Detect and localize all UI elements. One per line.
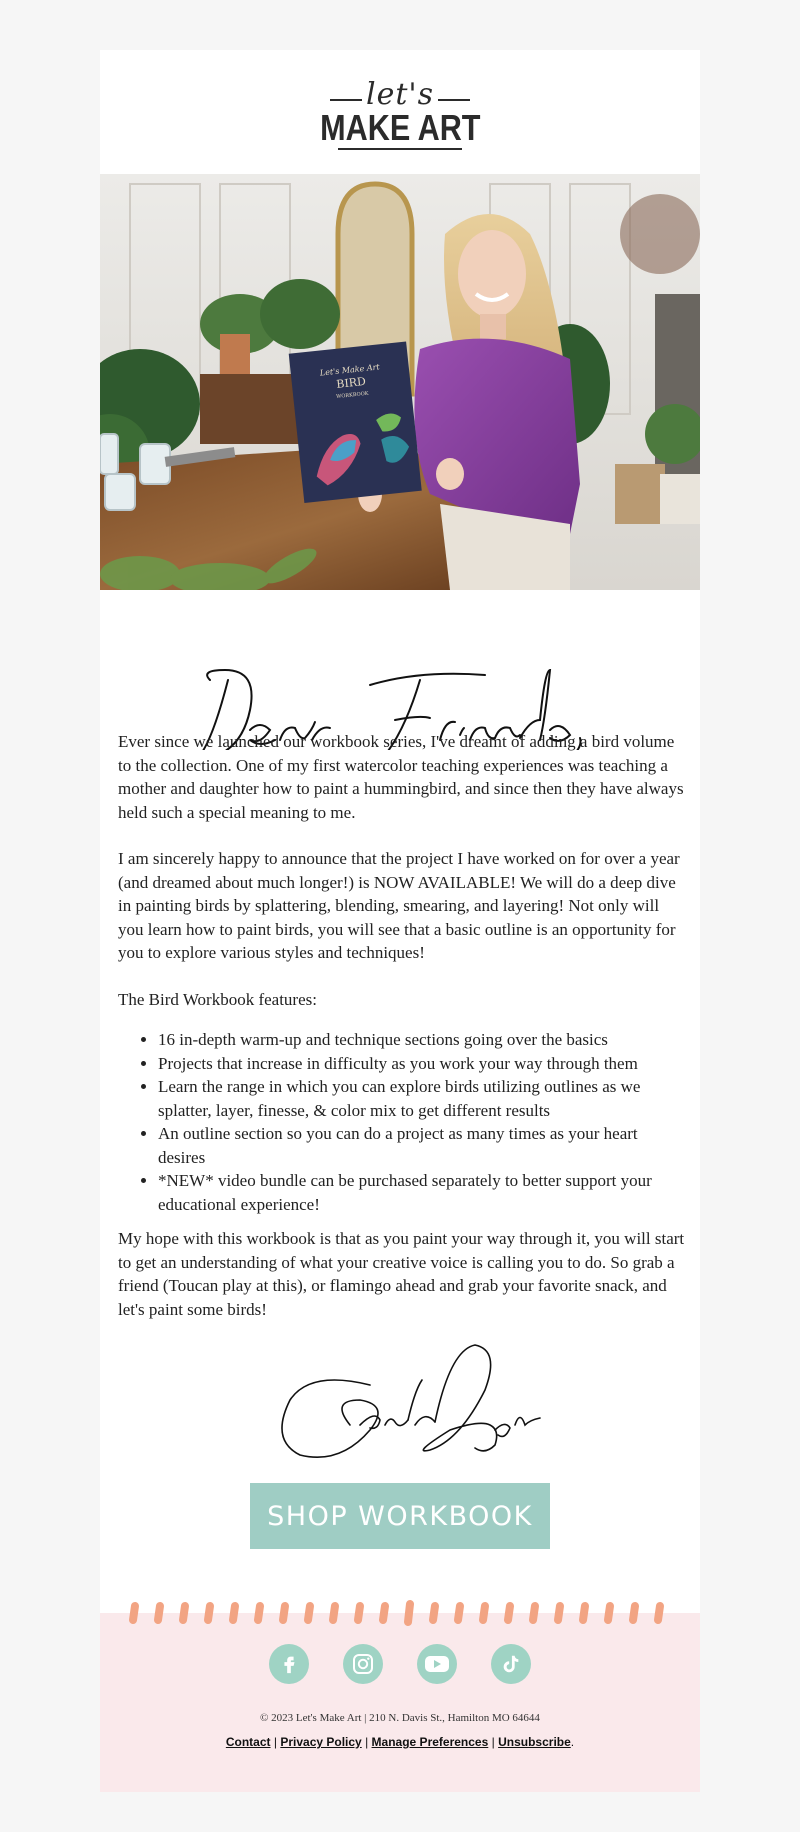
- footer-links: [100, 1735, 700, 1749]
- logo-underline: [338, 148, 462, 150]
- lets-make-art-logo[interactable]: [100, 77, 700, 170]
- svg-text:Let's Make Art: Let's Make Art: [319, 362, 381, 378]
- footer-copyright: © 2023 Let's Make Art | 210 N. Davis St., Hamilton MO 64644: [260, 1712, 540, 1724]
- logo-make-art: MAKE ART: [319, 107, 481, 148]
- letter-body: [118, 730, 686, 1344]
- logo-rule-right: [438, 99, 470, 101]
- paragraph-closing: My hope with this workbook is that as you paint your way through it, you will start to get an understanding of what your creative voice is calling you to do. So grab a friend (Toucan play at this), or flamingo ahead and grab your favorite snack, and let's paint some birds!: [118, 1229, 685, 1319]
- decorative-dashes: [100, 1598, 700, 1628]
- shop-workbook-button[interactable]: SHOP WORKBOOK: [250, 1483, 550, 1549]
- hero-photo[interactable]: [100, 174, 700, 590]
- youtube-icon[interactable]: [417, 1644, 457, 1684]
- tiktok-icon[interactable]: [491, 1644, 531, 1684]
- dear-friends-heading: [100, 610, 700, 750]
- instagram-icon[interactable]: [343, 1644, 383, 1684]
- signature: [250, 1330, 550, 1470]
- features-heading: The Bird Workbook features:: [118, 989, 317, 1009]
- bird-workbook: [289, 341, 422, 503]
- link-separator: |: [491, 1735, 495, 1749]
- svg-text:BIRD: BIRD: [335, 374, 367, 391]
- email-card: [100, 50, 700, 1792]
- feature-item: • Learn the range in which you can explore birds utilizing outlines as we splatter, layer, finesse, & color mix to get different results: [158, 1075, 686, 1122]
- contact-link[interactable]: Contact: [225, 1735, 271, 1749]
- logo-lets: let's: [365, 77, 435, 112]
- manage-preferences-link[interactable]: Manage Preferences: [371, 1735, 489, 1749]
- privacy-policy-link[interactable]: Privacy Policy: [280, 1735, 362, 1749]
- facebook-icon[interactable]: [269, 1644, 309, 1684]
- face: [458, 230, 526, 318]
- logo-rule-left: [330, 99, 362, 101]
- link-separator: |: [273, 1735, 277, 1749]
- paragraph-intro: Ever since we launched our workbook series, I've dreamt of adding a bird volume to the collection. One of my first watercolor teaching experiences was teaching a mother and daughter how to paint a hummingbird, and since then they have always held such a special meaning to me.: [118, 732, 684, 822]
- paragraph-announcement: I am sincerely happy to announce that the project I have worked on for over a year (and dreamed about much longer!) is NOW AVAILABLE! We will do a deep dive in painting birds by splattering, blending, smearing, and layering! Not only will you learn how to paint birds, you will see that a basic outline is an opportunity for you to explore various styles and techniques!: [118, 849, 680, 962]
- feature-item: • An outline section so you can do a project as many times as your heart desires: [158, 1122, 686, 1169]
- links-end-period: .: [570, 1735, 575, 1749]
- feature-item: • Projects that increase in difficulty as you work your way through them: [158, 1052, 686, 1076]
- features-list: [118, 1028, 686, 1216]
- social-links: [100, 1644, 700, 1688]
- footer: [100, 1613, 700, 1792]
- link-separator: |: [365, 1735, 369, 1749]
- svg-text:WORKBOOK: WORKBOOK: [335, 390, 369, 401]
- hero-illustration: [100, 174, 700, 590]
- feature-item: • *NEW* video bundle can be purchased separately to better support your educational experience!: [158, 1169, 686, 1216]
- unsubscribe-link[interactable]: Unsubscribe: [498, 1735, 571, 1749]
- feature-item: • 16 in-depth warm-up and technique sections going over the basics: [158, 1028, 686, 1052]
